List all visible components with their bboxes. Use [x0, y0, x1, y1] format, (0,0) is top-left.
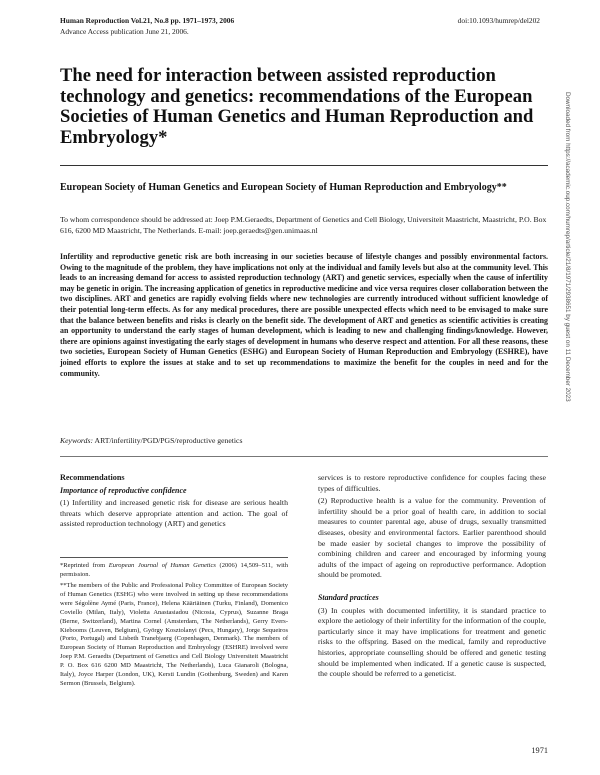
paragraph-1-continued: services is to restore reproductive confidence for couples facing these types of difficulties. [318, 473, 546, 493]
keywords-value: ART/infertility/PGD/PGS/reproductive genetics [94, 436, 243, 445]
footnote-committee: **The members of the Public and Professional Policy Committee of European Society of Human Genetics (ESHG) who were involved in setting up these recommendations were Ségolène Aymé (Paris, France), Helena Kääriäinen (Turku, Finland), Domenico Coviello (Milan, Italy), Violetta Anastasiadou (Nicosia, Cyprus), Suzanne Braga (Berne, Switzerland), Martina Cornel (Amsterdam, The Netherlands), Gerry Evers-Kiebooms (Leuven, Belgium), György Kosztolanyi (Pecs, Hungary), Jorge Sequeiros (Porto, Portugal) and Lisbeth Tranebjaerg (Copenhagen, Denmark). The members of European Society of Human Reproduction and Embryology (ESHRE) involved were Joep P.M. Geraedts (Department of Genetics and Cell Biology Universiteit Maastricht P. O. Box 616 6200 MD Maastricht, The Netherlands), Luca Gianaroli (Bologna, Italy), Joyce Harper (London, UK), Kersti Lundin (Gothenburg, Sweden) and Karen Sermon (Brussels, Belgium). [60, 582, 288, 687]
keywords [60, 436, 548, 445]
footnote-reprint-journal: European Journal of Human Genetics [108, 562, 216, 569]
section-heading-recommendations: Recommendations [60, 473, 125, 482]
paragraph-1: (1) Infertility and increased genetic risk for disease are serious health threats which deserve appropriate attention and action. The goal of assisted reproduction technology (ART) and genetics [60, 498, 288, 529]
right-column [318, 473, 546, 680]
subsection-heading-reproductive-confidence: Importance of reproductive confidence [60, 485, 187, 495]
abstract-rule [60, 456, 548, 457]
paragraph-3: (3) In couples with documented infertility, it is standard practice to explore the aetiology of their infertility for the information of the couple, particularly since it may have implications for treatment and genetic risks to the offspring. Based on the medical, family and reproductive histories, appropriate counselling should be offered and genetic testing should be implemented when indicated. If a genetic cause is suspected, the couple should be referred to a geneticist. [318, 605, 546, 679]
paragraph-2: (2) Reproductive health is a value for the community. Prevention of infertility should be a prior goal of health care, in addition to social measures to counter parental age, abuse of drugs, sexually transmitted diseases, obesity and environmental factors. Earlier parenthood should be made easier by societal changes to improve the possibility of combining children and career and encouraged by informing young adults of the impact of ageing on reproductive performance. Adoption should be promoted. [318, 496, 546, 580]
doi-link[interactable]: doi:10.1093/humrep/del202 [457, 16, 540, 25]
journal-citation: Human Reproduction Vol.21, No.8 pp. 1971–1973, 2006 [60, 16, 235, 25]
journal-header [60, 16, 234, 37]
advance-access-note: Advance Access publication June 21, 2006. [60, 26, 189, 36]
footnote-rule [60, 557, 288, 558]
author-list: European Society of Human Genetics and European Society of Human Reproduction and Embryology** [60, 182, 507, 193]
download-sidebar: Downloaded from https://academic.oup.com/humrep/article/21/8/1971/2938651 by guest on 11 December 2023 [564, 92, 571, 402]
left-column [60, 473, 288, 530]
subsection-heading-standard-practices: Standard practices [318, 592, 379, 602]
footnote-reprint-suffix: (2006) 14,509–511, with permission. [60, 562, 288, 578]
title-rule [60, 165, 548, 166]
abstract: Infertility and reproductive genetic risk are both increasing in our societies because of lifestyle changes and possibly environmental factors. Owing to the magnitude of the problem, they have implications not only at the individual and family levels but also at the community level. This leads to an increasing demand for access to assisted reproduction technology (ART) and genetic services, especially when the cause of infertility may be genetic in origin. The increasing application of genetics in reproductive medicine and vice versa requires closer collaboration between the two disciplines. ART and genetics are rapidly evolving fields where new technologies are currently introduced without sufficient knowledge of their potential long-term effects. As for any medical procedures, there are possible unexpected effects which need to be envisaged to make sure that the balance between benefits and risks is clearly on the benefit side. The development of ART and genetics as scientific activities is creating an opportunity to understand the early stages of human development, which is leading to new and challenging findings/knowledge. However, there are opinions against investigating the early stages of development in humans who deserve respect and attention. For all these reasons, these two societies, European Society of Human Genetics (ESHG) and European Society of Human Reproduction and Embryology (ESHRE), have joined efforts to explore the issues at stake and to set up recommendations to maximize the benefit for the couples in need and for the community. [60, 252, 548, 378]
article-title: The need for interaction between assisted reproduction technology and genetics: recommendations of the European Societies of Human Genetics and Human Reproduction and Embryology* [60, 65, 534, 148]
correspondence-note: To whom correspondence should be addressed at: Joep P.M.Geraedts, Department of Genetics and Cell Biology, Universiteit Maastricht, Maastricht, P.O. Box 616, 6200 MD Maastricht, The Netherlands. E-mail: joep.geraedts@gen.unimaas.nl [60, 215, 547, 235]
page-number: 1971 [531, 746, 548, 755]
footnote-reprint-prefix: *Reprinted from [60, 562, 106, 569]
footnote-reprint [60, 562, 288, 580]
keywords-label: Keywords: [60, 436, 94, 445]
